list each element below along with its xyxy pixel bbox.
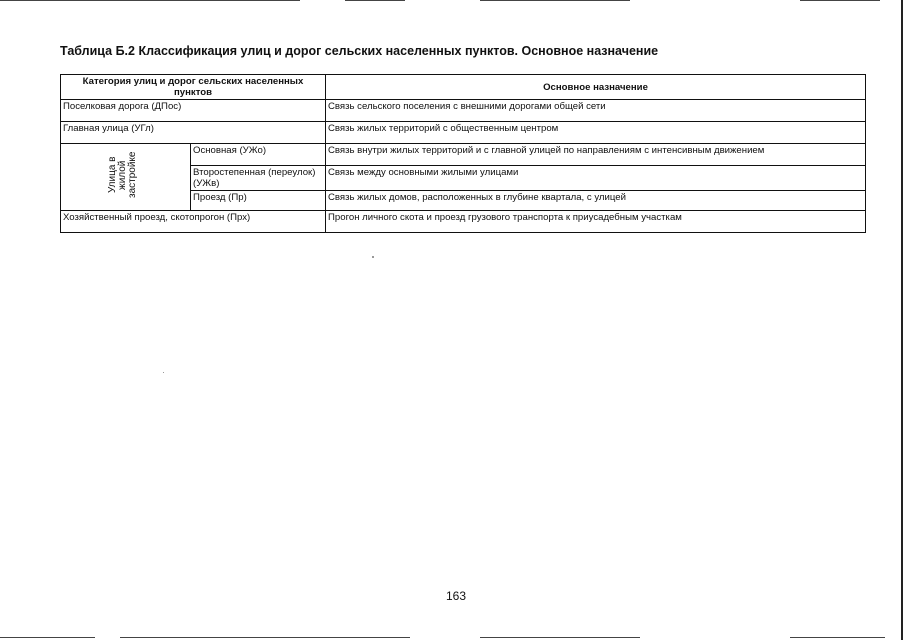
page-edge (901, 0, 903, 640)
table-header-row (61, 75, 866, 100)
header-purpose: Основное назначение (326, 75, 866, 100)
table-row (61, 211, 866, 233)
page-number: 163 (446, 589, 467, 603)
scan-line-top-mid (345, 0, 405, 1)
cell-category: Хозяйственный проезд, скотопрогон (Прх) (61, 211, 326, 233)
scan-line-bottom-far-right (790, 637, 885, 638)
cell-purpose: Связь жилых территорий с общественным центром (326, 122, 866, 144)
scan-line-bottom-mid (120, 637, 410, 638)
header-category: Категория улиц и дорог сельских населенных пунктов (61, 75, 326, 100)
scan-line-bottom-right (480, 637, 640, 638)
scan-speck (372, 256, 374, 258)
scan-speck (163, 372, 164, 373)
cell-purpose: Связь между основными жилыми улицами (326, 166, 866, 191)
table-title: Таблица Б.2 Классификация улиц и дорог сельских населенных пунктов. Основное назначение (60, 44, 659, 58)
cell-purpose: Связь жилых домов, расположенных в глубине квартала, с улицей (326, 191, 866, 211)
group-label-cell (61, 144, 191, 211)
cell-purpose: Связь сельского поселения с внешними дорогами общей сети (326, 100, 866, 122)
scan-line-bottom-left (0, 637, 95, 638)
table-row (61, 122, 866, 144)
table-row (61, 100, 866, 122)
cell-purpose: Прогон личного скота и проезд грузового транспорта к приусадебным участкам (326, 211, 866, 233)
scan-line-top-right (800, 0, 880, 1)
classification-table (60, 74, 866, 233)
cell-purpose: Связь внутри жилых территорий и с главной улицей по направлениям с интенсивным движением (326, 144, 866, 166)
cell-category: Поселковая дорога (ДПос) (61, 100, 326, 122)
cell-category: Главная улица (УГл) (61, 122, 326, 144)
cell-subcategory: Проезд (Пр) (191, 191, 326, 211)
scan-line-top-left (0, 0, 300, 1)
cell-subcategory: Основная (УЖо) (191, 144, 326, 166)
group-label: Улица в жилой застройке (106, 151, 138, 199)
cell-subcategory: Второстепенная (переулок) (УЖв) (191, 166, 326, 191)
scan-line-top-mid2 (480, 0, 630, 1)
table-row (61, 144, 866, 166)
